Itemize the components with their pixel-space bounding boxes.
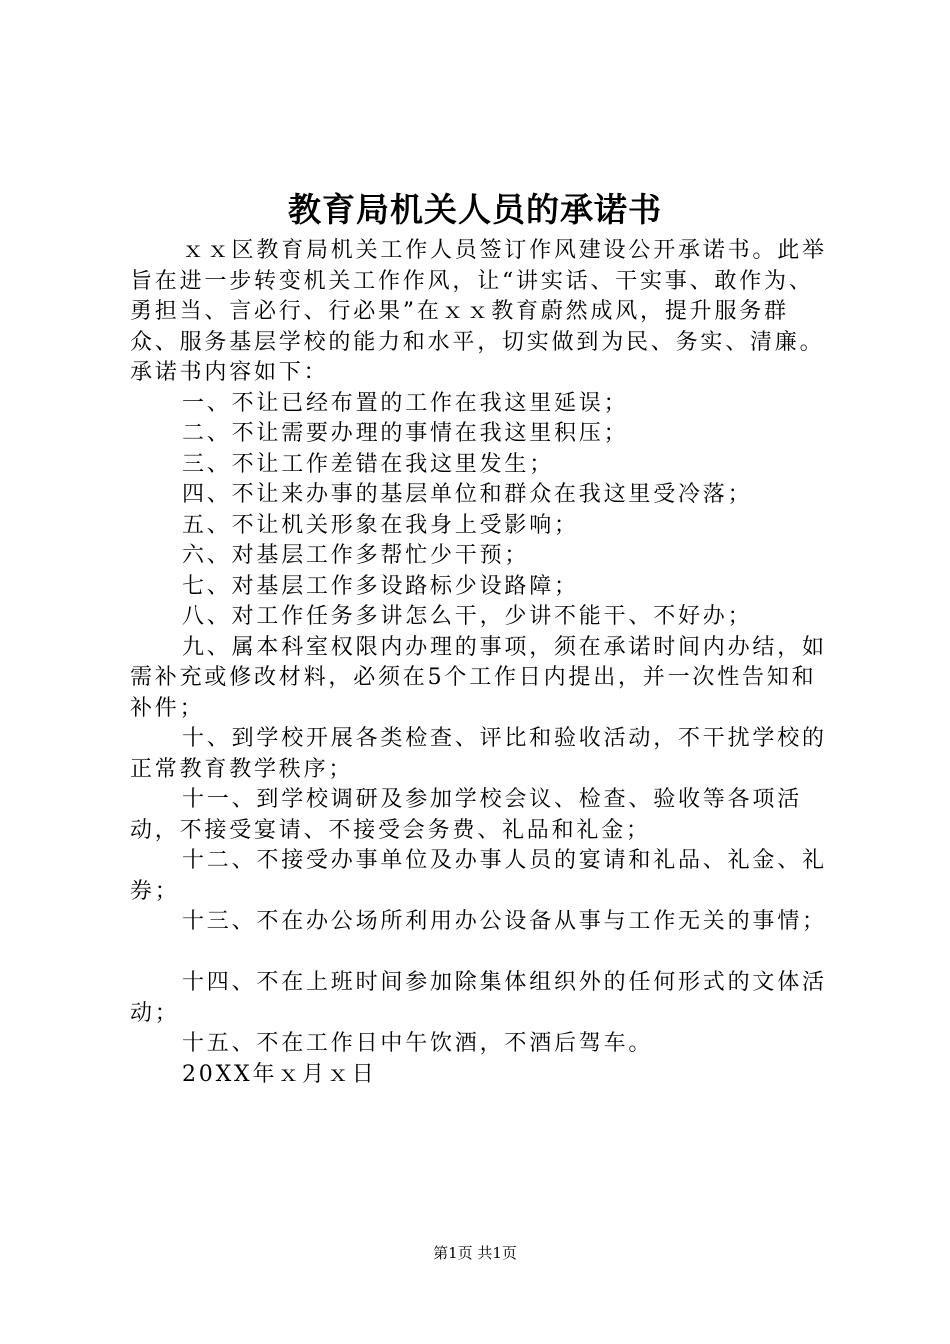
blank-line: [130, 938, 830, 969]
commitment-item-5: 五、不让机关形象在我身上受影响；: [182, 512, 579, 538]
commitment-item-12: 十二、不接受办事单位及办事人员的宴请和礼品、礼金、礼券；: [130, 848, 827, 904]
commitment-item-6: 六、对基层工作多帮忙少干预；: [182, 543, 530, 568]
commitment-item-15: 十五、不在工作日中午饮酒，不酒后驾车。: [182, 1031, 654, 1056]
intro-paragraph: ｘｘ区教育局机关工作人员签订作风建设公开承诺书。此举旨在进一步转变机关工作作风，让“讲实话、干实事、敢作为、勇担当、言必行、行必果”在ｘｘ教育蔚然成风，提升服务群众、服务基层学校的能力和水平，切实做到为民、务实、清廉。承诺书内容如下：: [130, 238, 827, 385]
commitment-item-13: 十三、不在办公场所利用办公设备从事与工作无关的事情；: [182, 909, 827, 934]
commitment-item-10: 十、到学校开展各类检查、评比和验收活动，不干扰学校的正常教育教学秩序；: [130, 726, 827, 782]
commitment-item-7: 七、对基层工作多设路标少设路障；: [182, 573, 579, 599]
commitment-item-3: 三、不让工作差错在我这里发生；: [182, 451, 555, 477]
document-body: [130, 236, 830, 1090]
document-date: 20XX年ｘ月ｘ日: [182, 1061, 377, 1087]
commitment-item-8: 八、对工作任务多讲怎么干，少讲不能干、不好办；: [182, 604, 753, 629]
commitment-item-14: 十四、不在上班时间参加除集体组织外的任何形式的文体活动；: [130, 970, 827, 1026]
commitment-item-4: 四、不让来办事的基层单位和群众在我这里受冷落；: [182, 482, 753, 507]
commitment-item-2: 二、不让需要办理的事情在我这里积压；: [182, 421, 629, 446]
page-number-footer: 第1页 共1页: [433, 1244, 517, 1262]
document-title: 教育局机关人员的承诺书: [288, 190, 662, 229]
commitment-item-9: 九、属本科室权限内办理的事项，须在承诺时间内办结，如需补充或修改材料，必须在5个工作日内提出，并一次性告知和补件；: [130, 634, 827, 721]
commitment-item-11: 十一、到学校调研及参加学校会议、检查、验收等各项活动，不接受宴请、不接受会务费、礼品和礼金；: [130, 787, 803, 843]
commitment-item-1: 一、不让已经布置的工作在我这里延误；: [182, 390, 629, 416]
